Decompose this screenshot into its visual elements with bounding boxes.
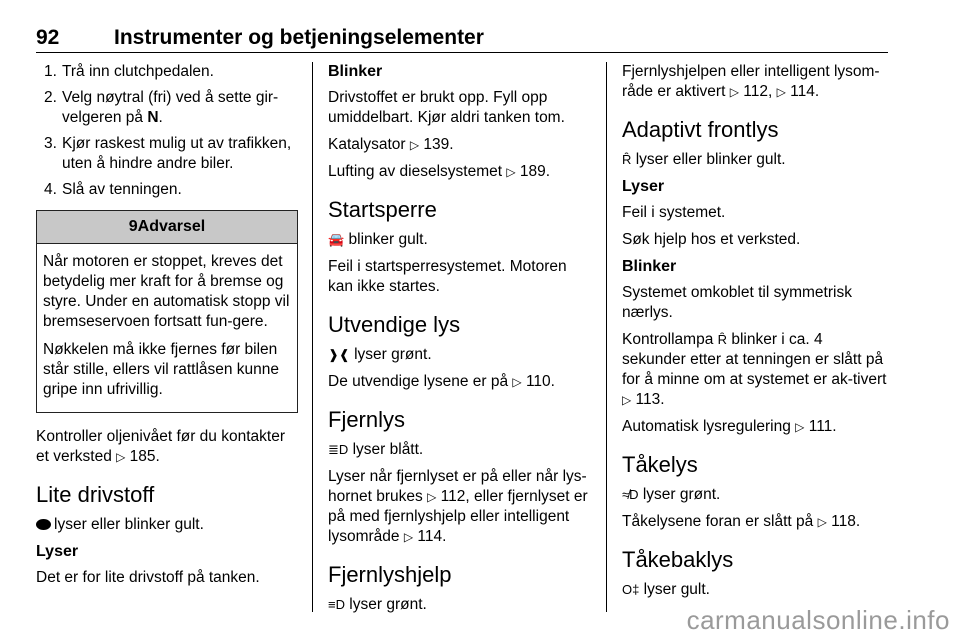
watermark: carmanualsonline.info — [686, 605, 950, 635]
ref-arrow-icon: ▷ — [795, 420, 805, 434]
column-2: Blinker Drivstoffet er brukt opp. Fyll opp umiddelbart. Kjør aldri tanken tom. Katalysator ▷ 139. Lufting av dieselsystemet ▷ 189. Startsperre 🚘 blinker gult. Feil i startsperresystemet. Motoren kan ikke startes. Utvendige lys ❱❰ lyser grønt. De utvendige lysene er på ▷ 110. Fjernlys ≣D lyser blått. Lyser når fjernlyset er på eller når lys-hornet brukes ▷ 112, eller fjernlyset er på med fjernlyshjelp eller intelligent lysområde ▷ 114. Fjernlyshjelp ≡D lyser grønt. — [328, 62, 590, 622]
heading-utvendige-lys: Utvendige lys — [328, 312, 461, 337]
high-beam-icon: ≣D — [328, 442, 349, 457]
heading-takelys: Tåkelys — [622, 452, 698, 477]
ref-arrow-icon: ▷ — [427, 490, 437, 504]
warning-icon: 9 — [128, 218, 138, 235]
column-divider-1 — [312, 62, 313, 612]
warning-box — [36, 210, 298, 413]
high-beam-assist-icon: ≡D — [328, 597, 345, 612]
warning-body: Når motoren er stoppet, kreves det betydelig mer kraft for å bremse og styre. Under en automatisk stopp vil bremseservoen fortsatt fun-gere. Nøkkelen må ikke fjernes før bilen står stille, ellers vil rattlåsen kunne gripe inn ufrivillig. — [43, 253, 290, 398]
adaptive-light-icon: Ȓ — [622, 152, 632, 167]
heading-blinker: Blinker — [328, 63, 383, 80]
column-1: 1. Trå inn clutchpedalen. 2. Velg nøytral (fri) ved å sette gir-velgeren på N. 3. Kjør raskest mulig ut av trafikken, uten å hindre andre biler. 4. Slå av tenningen. 9Advarsel Når motoren er stoppet, kreves det betydelig mer kraft for å bremse og styre. Under en automatisk stopp vil bremseservoen fortsatt fun-gere. Nøkkelen må ikke fjernes før bilen står stille, ellers vil rattlåsen kunne gripe inn ufrivillig. Kontroller oljenivået før du kontakter et verksted ▷ 185. Lite drivstoff lyser eller blinker gult. Lyser Det er for lite drivstoff på tanken. — [36, 62, 298, 595]
heading-adaptivt-frontlys: Adaptivt frontlys — [622, 117, 779, 142]
step-item: 3. Kjør raskest mulig ut av trafikken, uten å hindre andre biler. — [44, 135, 292, 172]
ref-arrow-icon: ▷ — [729, 85, 739, 99]
ref-arrow-icon: ▷ — [512, 375, 522, 389]
ref-arrow-icon: ▷ — [506, 165, 516, 179]
heading-takebaklys: Tåkebaklys — [622, 547, 734, 572]
column-divider-2 — [606, 62, 607, 612]
ref-arrow-icon: ▷ — [116, 450, 126, 464]
immobilizer-icon: 🚘 — [328, 232, 345, 247]
heading-fjernlys: Fjernlys — [328, 407, 406, 432]
ref-arrow-icon: ▷ — [817, 515, 827, 529]
header-rule — [36, 52, 888, 53]
step-item: 1. Trå inn clutchpedalen. — [44, 63, 214, 80]
ref-arrow-icon: ▷ — [409, 138, 420, 152]
warning-header: 9Advarsel — [37, 211, 297, 244]
rear-fog-icon: O‡ — [622, 582, 640, 597]
ref-arrow-icon: ▷ — [403, 530, 414, 544]
step-item: 4. Slå av tenningen. — [44, 181, 182, 198]
heading-fjernlyshjelp: Fjernlyshjelp — [328, 562, 452, 587]
fuel-icon — [36, 519, 51, 530]
step-list — [36, 62, 298, 200]
page-title: Instrumenter og betjeningselementer — [114, 26, 484, 49]
front-fog-icon: ≉D — [622, 487, 639, 502]
heading-startsperre: Startsperre — [328, 197, 437, 222]
step-item: 2. Velg nøytral (fri) ved å sette gir-velgeren på N. — [44, 89, 279, 126]
exterior-light-icon: ❱❰ — [328, 347, 350, 362]
column-3: Fjernlyshjelpen eller intelligent lysom-råde er aktivert ▷ 112, ▷ 114. Adaptivt frontlys Ȓ lyser eller blinker gult. Lyser Feil i systemet. Søk hjelp hos et verksted. Blinker Systemet omkoblet til symmetrisk nærlys. Kontrollampa Ȓ blinker i ca. 4 sekunder etter at tenningen er slått på for å minne om at systemet er ak-tivert ▷ 113. Automatisk lysregulering ▷ 111. Tåkelys ≉D lyser grønt. Tåkelysene foran er slått på ▷ 118. Tåkebaklys O‡ lyser gult. — [622, 63, 887, 598]
heading-lite-drivstoff: Lite drivstoff — [36, 482, 155, 507]
ref-arrow-icon: ▷ — [622, 393, 632, 407]
oil-note: Kontroller oljenivået før du kontakter et verksted ▷ 185. — [36, 428, 285, 465]
page-number: 92 — [36, 26, 60, 49]
ref-arrow-icon: ▷ — [776, 85, 786, 99]
adaptive-light-icon: Ȓ — [717, 332, 728, 347]
